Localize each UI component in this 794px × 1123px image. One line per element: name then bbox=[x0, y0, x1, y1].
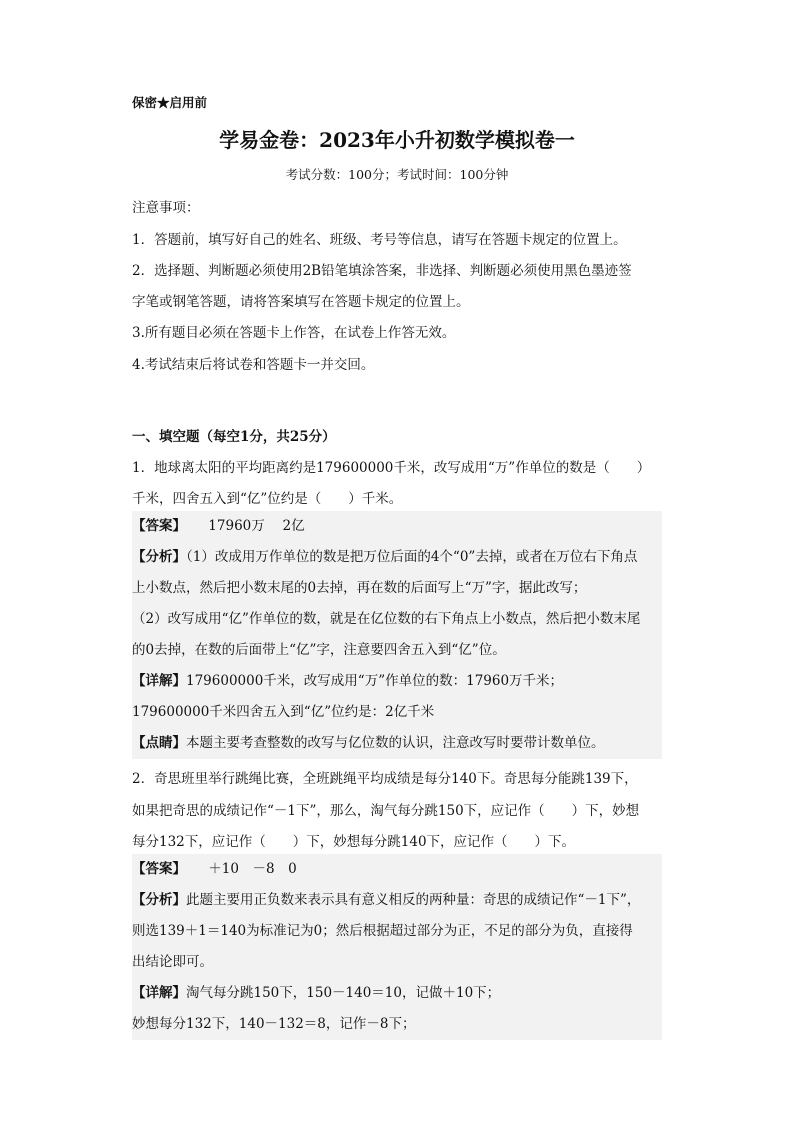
detail-tag: 【详解】 bbox=[132, 673, 186, 689]
notice-1: 1．答题前，填写好自己的姓名、班级、考号等信息，请写在答题卡规定的位置上。 bbox=[132, 232, 627, 248]
q2-analysis-line3: 出结论即可。 bbox=[132, 947, 662, 978]
exam-title: 学易金卷：2023年小升初数学模拟卷一 bbox=[219, 128, 575, 152]
q2-answer bbox=[132, 854, 662, 885]
q2-text-line1: 2．奇思班里举行跳绳比赛，全班跳绳平均成绩是每分140下。奇思每分能跳139下， bbox=[132, 771, 638, 787]
q1-text-line2: 千米，四舍五入到“亿”位约是（ ）千米。 bbox=[132, 491, 403, 507]
q1-answer bbox=[132, 511, 662, 542]
exam-info: 考试分数：100分；考试时间：100分钟 bbox=[285, 167, 509, 182]
section-heading: 一、填空题（每空1分，共25分） bbox=[132, 429, 336, 445]
q1-analysis-line4: 的0去掉，在数的后面带上“亿”字，注意要四舍五入到“亿”位。 bbox=[132, 635, 662, 666]
detail-tag: 【详解】 bbox=[132, 985, 186, 1001]
notice-2: 2．选择题、判断题必须使用2B铅笔填涂答案，非选择、判断题必须使用黑色墨迹签 bbox=[132, 263, 632, 279]
q1-detail-line1: 【详解】179600000千米，改写成用“万”作单位的数：17960万千米； bbox=[132, 666, 662, 697]
analysis-tag: 【分析】 bbox=[132, 549, 186, 565]
q1-analysis-line1: 【分析】（1）改成用万作单位的数是把万位后面的4个“0”去掉，或者在万位右下角点 bbox=[132, 542, 662, 573]
q1-analysis-line2: 上小数点，然后把小数末尾的0去掉，再在数的后面写上“万”字，据此改写； bbox=[132, 573, 662, 604]
notice-3: 3.所有题目必须在答题卡上作答，在试卷上作答无效。 bbox=[132, 325, 456, 341]
q1-text-line1: 1．地球离太阳的平均距离约是179600000千米，改写成用“万”作单位的数是（ ） bbox=[132, 460, 651, 476]
q2-detail-line1: 【详解】淘气每分跳150下，150－140＝10，记做＋10下； bbox=[132, 978, 662, 1009]
answer-tag: 【答案】 bbox=[132, 861, 186, 877]
analysis-tag: 【分析】 bbox=[132, 892, 186, 908]
confidential-mark: 保密★启用前 bbox=[132, 95, 208, 110]
q2-answer-value: ＋10 －8 0 bbox=[208, 861, 297, 877]
q2-analysis-line1: 【分析】此题主要用正负数来表示具有意义相反的两种量：奇思的成绩记作“－1下”， bbox=[132, 885, 662, 916]
notice-heading: 注意事项： bbox=[132, 200, 200, 216]
notice-2-cont: 字笔或钢笔答题，请将答案填写在答题卡规定的位置上。 bbox=[132, 294, 470, 310]
q1-analysis-line3: （2）改写成用“亿”作单位的数，就是在亿位数的右下角点上小数点，然后把小数末尾 bbox=[132, 604, 662, 635]
answer-tag: 【答案】 bbox=[132, 518, 186, 534]
q2-text-line2: 如果把奇思的成绩记作“－1下”，那么，淘气每分跳150下，应记作（ ）下，妙想 bbox=[132, 803, 640, 819]
q2-analysis-line2: 则选139＋1＝140为标准记为0；然后根据超过部分为正，不足的部分为负，直接得 bbox=[132, 916, 662, 947]
notice-4: 4.考试结束后将试卷和答题卡一并交回。 bbox=[132, 357, 375, 373]
q2-detail-line2: 妙想每分132下，140－132＝8，记作－8下； bbox=[132, 1009, 662, 1040]
q1-detail-line2: 179600000千米四舍五入到“亿”位约是：2亿千米 bbox=[132, 697, 662, 728]
comment-tag: 【点睛】 bbox=[132, 735, 186, 751]
q1-answer-value: 17960万 2亿 bbox=[208, 518, 305, 534]
q2-text-line3: 每分132下，应记作（ ）下，妙想每分跳140下，应记作（ ）下。 bbox=[132, 834, 576, 850]
q1-comment: 【点睛】本题主要考查整数的改写与亿位数的认识，注意改写时要带计数单位。 bbox=[132, 728, 662, 759]
